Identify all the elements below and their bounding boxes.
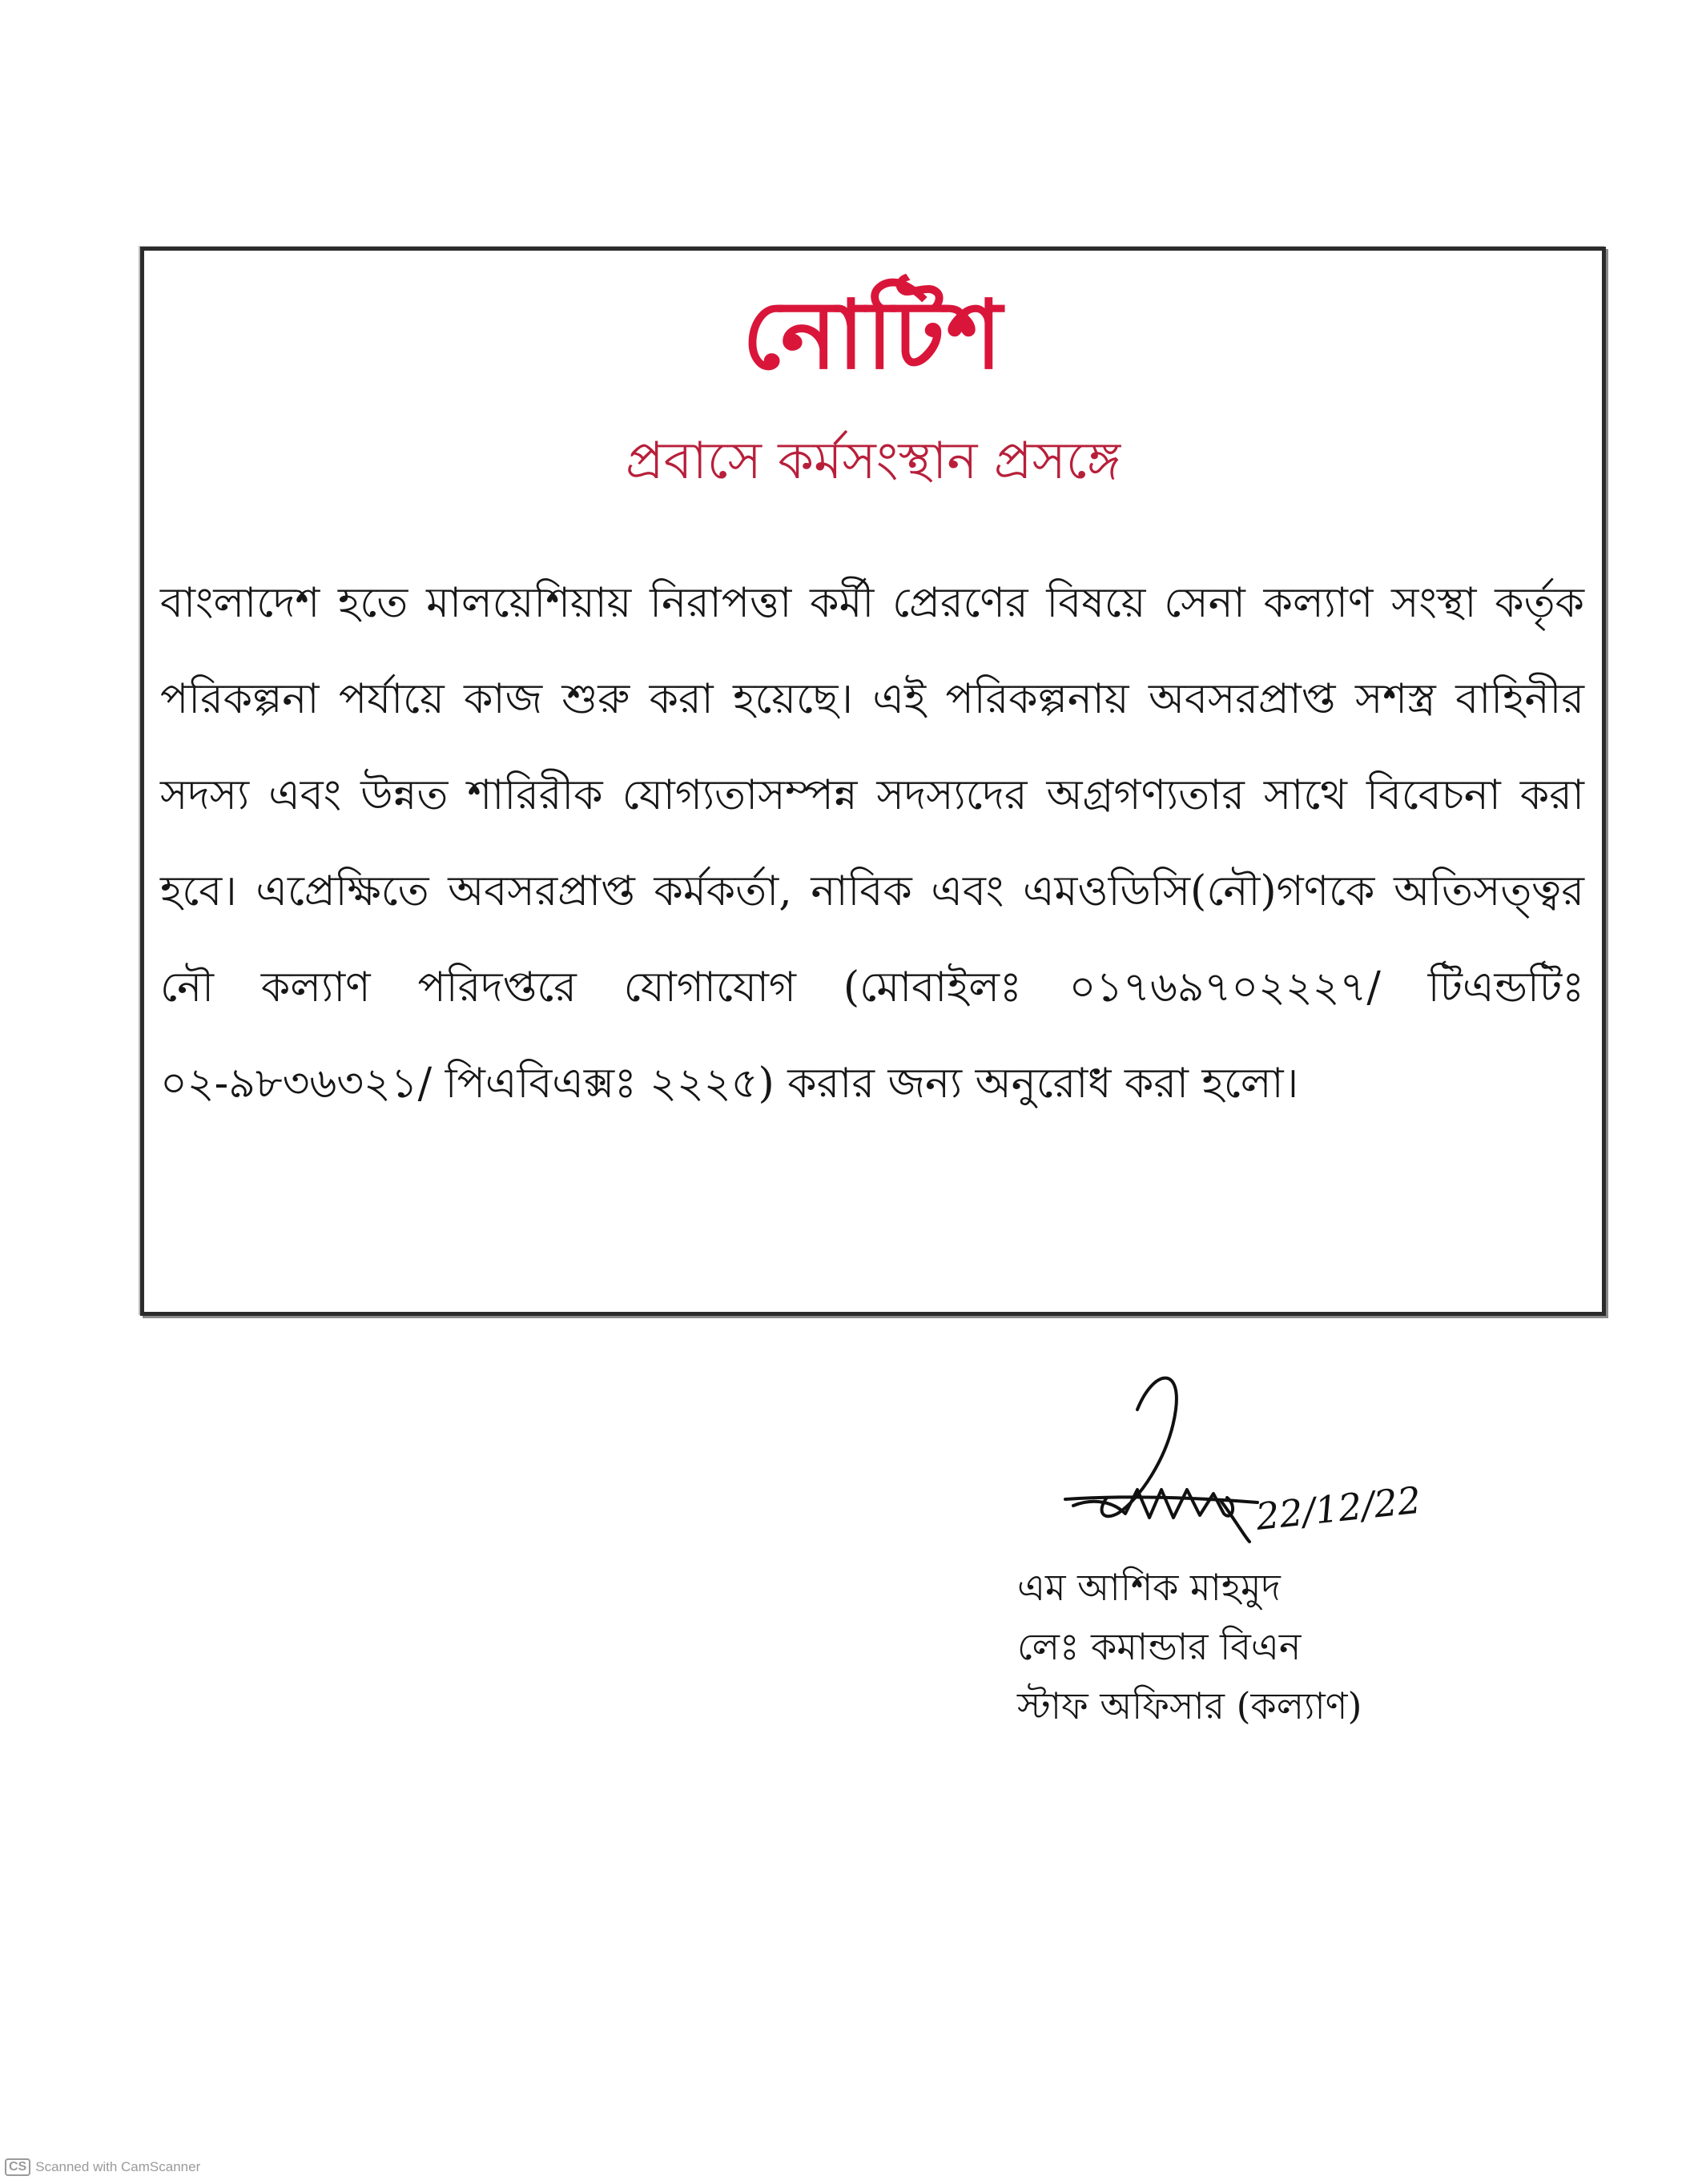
notice-box — [140, 247, 1606, 1316]
signatory-rank: লেঃ কমান্ডার বিএন — [1017, 1625, 1302, 1668]
notice-title: নোটিশ — [742, 279, 1004, 390]
camscanner-logo-icon: CS — [5, 2158, 30, 2176]
signatory-name: এম আশিক মাহমুদ — [1017, 1566, 1281, 1609]
signatory-block — [1017, 1558, 1362, 1736]
camscanner-watermark — [5, 2158, 200, 2176]
handwritten-signature — [1017, 1361, 1466, 1570]
notice-subject: প্রবাসে কর্মসংস্থান প্রসঙ্গে — [625, 432, 1121, 491]
signatory-designation: স্টাফ অফিসার (কল্যাণ) — [1017, 1684, 1362, 1727]
camscanner-watermark-text: Scanned with CamScanner — [35, 2159, 201, 2174]
signature-date: 22/12/22 — [1253, 1478, 1423, 1538]
notice-body: বাংলাদেশ হতে মালয়েশিয়ায় নিরাপত্তা কর্মী প্রেরণের বিষয়ে সেনা কল্যাণ সংস্থা কর্তৃক পরিকল্পনা পর্যায়ে কাজ শুরু করা হয়েছে। এই পরিকল্পনায় অবসরপ্রাপ্ত সশস্ত্র বাহিনীর সদস্য এবং উন্নত শারিরীক যোগ্যতাসম্পন্ন সদস্যদের অগ্রগণ্যতার সাথে বিবেচনা করা হবে। এপ্রেক্ষিতে অবসরপ্রাপ্ত কর্মকর্তা, নাবিক এবং এমওডিসি(নৌ)গণকে অতিসত্ত্বর নৌ কল্যাণ পরিদপ্তরে যোগাযোগ (মোবাইলঃ ০১৭৬৯৭০২২২৭/ টিএন্ডটিঃ ০২-৯৮৩৬৩২১/ পিএবিএক্সঃ ২২২৫) করার জন্য অনুরোধ করা হলো। — [160, 579, 1584, 1108]
